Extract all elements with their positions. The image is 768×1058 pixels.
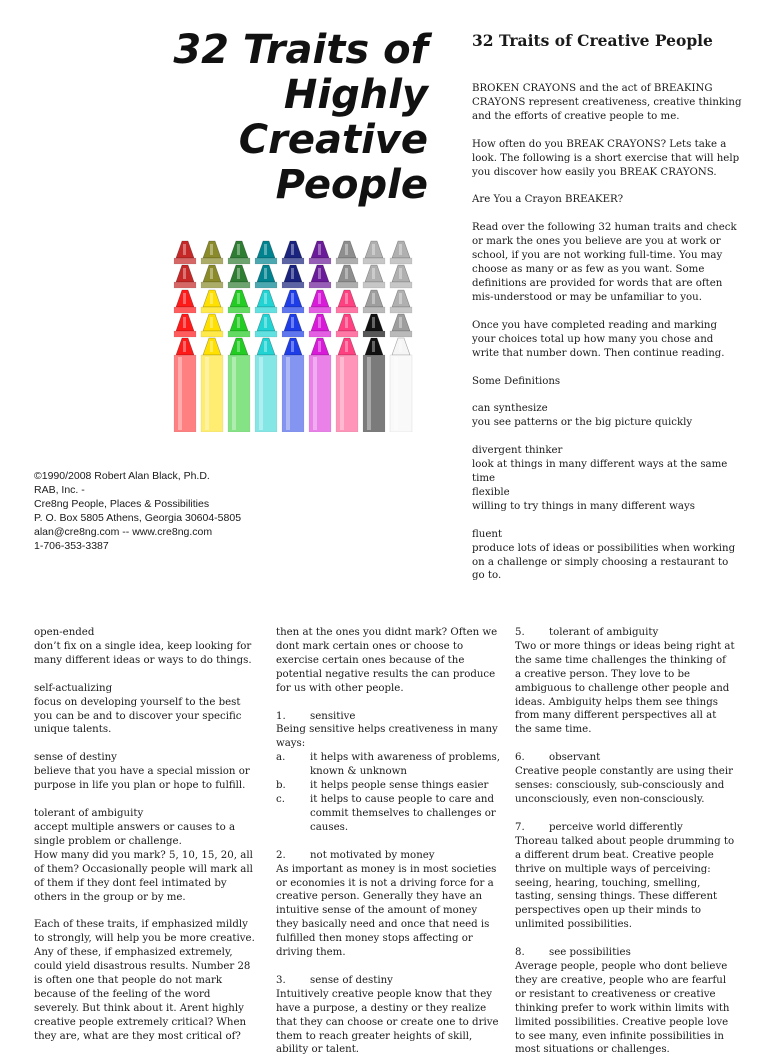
trait-text: Average people, people who dont believe they are creative, people who are fearful or resistant to creativeness or creative thinking prefer to work within limits with limited possibilities. Creative people love to see many, even infinite possibilities in most situations or challenges.	[515, 961, 730, 1056]
crayon-segment	[282, 307, 304, 313]
crayon-segment	[255, 282, 277, 288]
trait-title: sensitive	[310, 710, 356, 722]
trait-number: 5.	[515, 627, 525, 638]
crayon-segment	[255, 331, 277, 337]
crayon-shine	[264, 244, 267, 255]
body-paragraph: Each of these traits, if emphasized mildly to strongly, will help you be more creative. Any of these, if emphasized extremely, could yield disastrous results. Number 28 is often one that people do not mark because of the feeling of the word severely. But think about it. Arent highly creative people extremely critical? When they are, what are they most critical of?	[34, 919, 255, 1042]
crayon-shine	[264, 268, 267, 279]
crayon-segment	[309, 307, 331, 313]
intro-paragraph: Read over the following 32 human traits and check or mark the ones you believe are you at work or school, if you are not working full-time. You may choose as many or as few as you want. Some definitions are provided for words that are often mis-understood or may be unfamiliar to you.	[472, 222, 737, 303]
crayon-shine	[210, 317, 213, 328]
company-line: RAB, Inc. -	[34, 484, 85, 496]
list-text: it helps people sense things easier	[310, 780, 489, 792]
crayon-shine	[345, 293, 348, 304]
broken-crayons-illustration	[170, 230, 422, 432]
trait-text: Two or more things or ideas being right at the same time challenges the thinking of a creative person. They love to be ambiguous to challenge other people and ideas. Ambiguity helps them see things from many different perspectives all at the same time.	[515, 640, 735, 736]
crayon-shine	[291, 317, 294, 328]
trait-heading	[515, 946, 735, 960]
definition-text: focus on developing yourself to the best you can be and to discover your specific unique talents.	[34, 696, 242, 736]
crayon-segment	[228, 331, 250, 337]
crayon-highlight	[340, 357, 344, 430]
crayon-segment	[201, 282, 223, 288]
crayon-shine	[372, 268, 375, 279]
crayon-segment	[336, 331, 358, 337]
body-paragraph: then at the ones you didnt mark? Often we dont mark certain ones or choose to exercise certain ones because of the potential negative results the can produce for us with other people.	[276, 627, 498, 694]
definition-text: accept multiple answers or causes to a single problem or challenge.	[34, 821, 236, 847]
intro-paragraph: Are You a Crayon BREAKER?	[472, 194, 624, 206]
address-line: P. O. Box 5805 Athens, Georgia 30604-5805	[34, 512, 242, 524]
crayon-segment	[363, 258, 385, 264]
intro-column	[472, 30, 742, 597]
crayon-shine	[399, 317, 402, 328]
trait-title: see possibilities	[549, 947, 631, 959]
crayon-shine	[399, 244, 402, 255]
crayon-shine	[183, 293, 186, 304]
crayon-shine	[372, 244, 375, 255]
crayon-shine	[291, 293, 294, 304]
list-text: it helps with awareness of problems, known & unknown	[310, 752, 500, 778]
list-item	[276, 751, 500, 779]
trait-number: 2.	[276, 849, 286, 861]
crayon-segment	[282, 331, 304, 337]
trait-section	[515, 821, 735, 932]
definition-text: don’t fix on a single idea, keep looking for many different ideas or ways to do things.	[34, 640, 252, 666]
crayon-shine	[183, 341, 186, 352]
crayon-segment	[228, 282, 250, 288]
title-line-4: People	[275, 162, 428, 208]
crayon-segment	[174, 282, 196, 288]
crayon-shine	[345, 317, 348, 328]
body-paragraph: How many did you mark? 5, 10, 15, 20, all of them? Occasionally people will mark all of them if they dont feel intimated by others in the group or by me.	[34, 849, 253, 903]
crayon-shine	[318, 268, 321, 279]
crayon-segment	[201, 258, 223, 264]
crayon-shine	[237, 244, 240, 255]
list-marker: c.	[276, 793, 285, 805]
crayon-body	[363, 355, 385, 432]
crayon-segment	[174, 258, 196, 264]
crayon-shine	[291, 244, 294, 255]
crayon-segment	[390, 282, 412, 288]
definition-item	[472, 528, 742, 584]
title-line-1: 32 Traits of	[173, 27, 428, 73]
definition-term: sense of destiny	[34, 752, 117, 764]
definition-term: flexible	[472, 486, 510, 498]
definition-text: look at things in many different ways at the same time	[472, 459, 728, 485]
definition-term: divergent thinker	[472, 445, 563, 457]
intro-paragraph: Once you have completed reading and marking your choices total up how many you chose and write that number down. Then continue reading.	[472, 319, 725, 359]
trait-number: 3.	[276, 974, 286, 986]
crayon-segment	[363, 307, 385, 313]
crayon-shine	[183, 244, 186, 255]
copyright-line: ©1990/2008 Robert Alan Black, Ph.D.	[34, 470, 210, 482]
crayon-highlight	[259, 357, 263, 430]
intro-paragraph: BROKEN CRAYONS and the act of BREAKING CRAYONS represent creativeness, creative thinking and the efforts of creative people to me.	[472, 83, 742, 122]
crayon-segment	[309, 282, 331, 288]
crayon-shine	[237, 317, 240, 328]
intro-paragraph: How often do you BREAK CRAYONS? Lets take a look. The following is a short exercise that will help you discover how easily you BREAK CRAYONS.	[472, 138, 740, 178]
trait-heading	[515, 626, 735, 640]
email-web-line[interactable]: alan@cre8ng.com -- www.cre8ng.com	[34, 526, 213, 538]
definition-text: you see patterns or the big picture quickly	[472, 417, 693, 429]
crayon-shine	[264, 293, 267, 304]
intro-heading: 32 Traits of Creative People	[472, 31, 713, 50]
crayon-highlight	[178, 357, 182, 430]
crayon-shine	[210, 268, 213, 279]
crayon-body	[390, 355, 412, 432]
trait-text: Intuitively creative people know that they have a purpose, a destiny or they realize that they can choose or create one to drive them to reach greater heights of skill, ability or talent.	[276, 988, 499, 1056]
trait-number: 6.	[515, 752, 525, 764]
crayon-highlight	[205, 357, 209, 430]
trait-heading	[276, 849, 500, 863]
trait-title: observant	[549, 752, 601, 764]
list-item	[276, 793, 500, 835]
definition-text: willing to try things in many different ways	[472, 500, 695, 512]
list-item	[276, 779, 500, 793]
crayon-segment	[201, 307, 223, 313]
trait-section	[515, 751, 735, 807]
crayon-body	[255, 355, 277, 432]
crayon-shine	[210, 244, 213, 255]
crayon-highlight	[367, 357, 371, 430]
crayon-body	[309, 355, 331, 432]
trait-section	[515, 946, 735, 1057]
crayon-segment	[336, 282, 358, 288]
definition-item	[34, 626, 256, 668]
trait-text: Being sensitive helps creativeness in many ways:	[276, 724, 498, 750]
crayon-shine	[237, 341, 240, 352]
definition-item	[472, 444, 742, 514]
crayon-segment	[336, 258, 358, 264]
crayon-segment	[201, 331, 223, 337]
crayon-segment	[336, 307, 358, 313]
trait-section	[276, 710, 500, 835]
definition-text: produce lots of ideas or possibilities when working on a challenge or simply choosing a restaurant to go to.	[472, 542, 736, 582]
trait-title: not motivated by money	[310, 849, 435, 861]
trait-number: 8.	[515, 947, 525, 959]
trait-number: 1.	[276, 710, 286, 722]
crayon-shine	[210, 293, 213, 304]
trait-section	[515, 626, 735, 737]
crayon-segment	[228, 307, 250, 313]
definition-term: self-actualizing	[34, 682, 113, 694]
crayon-segment	[363, 331, 385, 337]
crayon-body	[174, 355, 196, 432]
definitions-heading: Some Definitions	[472, 375, 561, 387]
crayon-highlight	[313, 357, 317, 430]
crayon-body	[201, 355, 223, 432]
crayon-highlight	[232, 357, 236, 430]
crayon-shine	[291, 268, 294, 279]
trait-heading	[276, 974, 500, 988]
crayon-shine	[210, 341, 213, 352]
crayon-shine	[345, 244, 348, 255]
trait-heading	[515, 751, 735, 765]
crayon-shine	[318, 293, 321, 304]
definition-item	[34, 751, 256, 793]
crayon-shine	[399, 268, 402, 279]
crayon-segment	[255, 307, 277, 313]
crayon-shine	[264, 317, 267, 328]
tagline-line: Cre8ng People, Places & Possibilities	[34, 498, 210, 510]
crayon-segment	[309, 331, 331, 337]
definition-term: tolerant of ambiguity	[34, 808, 144, 820]
crayon-shine	[237, 293, 240, 304]
title-line-3: Creative	[238, 117, 428, 163]
crayon-shine	[318, 317, 321, 328]
crayon-segment	[363, 282, 385, 288]
crayon-segment	[309, 258, 331, 264]
crayon-segment	[228, 258, 250, 264]
crayon-segment	[390, 307, 412, 313]
crayon-shine	[345, 341, 348, 352]
definition-term: open-ended	[34, 627, 95, 638]
definition-term: fluent	[472, 528, 503, 540]
crayon-shine	[399, 341, 402, 352]
crayon-shine	[183, 268, 186, 279]
trait-text: Thoreau talked about people drumming to a different drum beat. Creative people thrive on multiple ways of perceiving: seeing, hearing, touching, smelling, tasting, sensing things. These different perspectives open up their minds to unlimited possibilities.	[515, 835, 735, 931]
trait-title: sense of destiny	[310, 974, 393, 986]
crayon-shine	[345, 268, 348, 279]
definition-term: can synthesize	[472, 403, 548, 415]
crayon-shine	[291, 341, 294, 352]
list-marker: b.	[276, 780, 286, 792]
title-line-2: Highly	[283, 72, 428, 118]
definition-text: believe that you have a special mission or purpose in life you plan or hope to fulfill.	[34, 766, 250, 792]
document-title	[118, 28, 428, 208]
contact-block	[34, 469, 274, 553]
crayon-shine	[318, 244, 321, 255]
trait-title: perceive world differently	[549, 821, 683, 833]
trait-section	[276, 974, 500, 1057]
trait-heading	[276, 710, 500, 724]
definition-item	[34, 807, 256, 849]
body-column-2	[276, 626, 500, 1057]
crayon-segment	[390, 258, 412, 264]
definition-item	[472, 402, 742, 430]
crayon-segment	[174, 331, 196, 337]
crayon-shine	[372, 317, 375, 328]
trait-title: tolerant of ambiguity	[549, 627, 659, 638]
crayon-shine	[372, 293, 375, 304]
crayon-segment	[282, 282, 304, 288]
body-column-3	[515, 626, 735, 1057]
crayon-body	[228, 355, 250, 432]
trait-text: Creative people constantly are using their senses: consciously, sub-consciously and unconsciously, even non-consciously.	[515, 766, 733, 805]
list-text: it helps to cause people to care and commit themselves to challenges or causes.	[310, 793, 496, 833]
crayon-body	[282, 355, 304, 432]
phone-line: 1-706-353-3387	[34, 540, 109, 552]
crayon-body	[336, 355, 358, 432]
crayon-shine	[318, 341, 321, 352]
crayon-highlight	[394, 357, 398, 430]
trait-heading	[515, 821, 735, 835]
crayon-segment	[390, 331, 412, 337]
crayon-shine	[183, 317, 186, 328]
definition-item	[34, 682, 256, 738]
body-column-1	[34, 626, 256, 1058]
crayon-shine	[372, 341, 375, 352]
crayon-shine	[264, 341, 267, 352]
crayon-shine	[237, 268, 240, 279]
crayon-highlight	[286, 357, 290, 430]
crayon-segment	[282, 258, 304, 264]
trait-text: As important as money is in most societies or economies it is not a driving force for a creative person. Generally they have an intuitive sense of the amount of money they basically need and once that need is fulfilled then money stops affecting or driving them.	[276, 863, 497, 959]
crayon-segment	[255, 258, 277, 264]
list-marker: a.	[276, 752, 286, 764]
crayon-segment	[174, 307, 196, 313]
trait-section	[276, 849, 500, 960]
trait-number: 7.	[515, 821, 525, 833]
crayon-shine	[399, 293, 402, 304]
